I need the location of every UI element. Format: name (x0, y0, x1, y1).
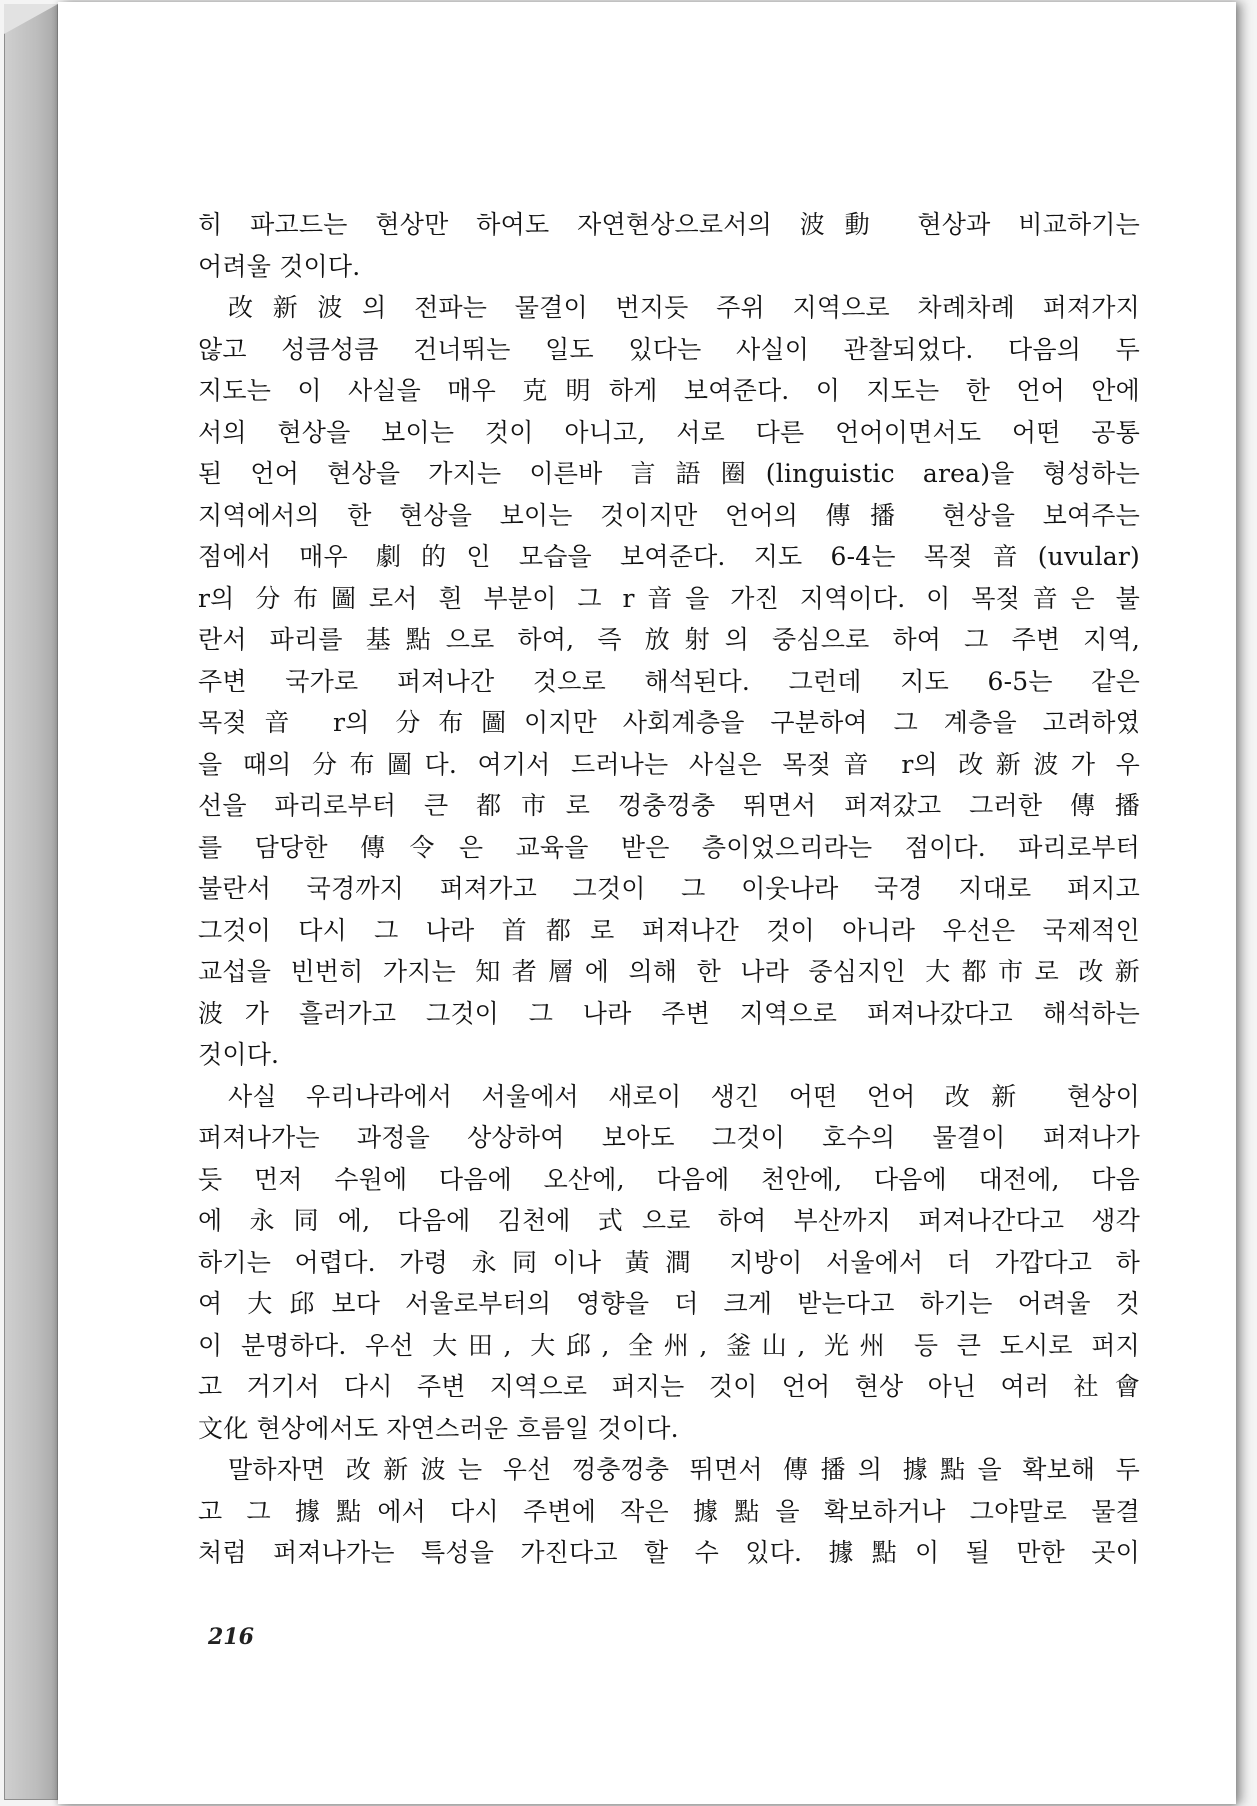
text-line: 하기는 어렵다. 가령 永同이나 黃澗 지방이 서울에서 더 가깝다고 하 (198, 1247, 1140, 1277)
text-line: 고 거기서 다시 주변 지역으로 퍼지는 것이 언어 현상 아닌 여러 社會 (198, 1372, 1140, 1401)
text-line: 점에서 매우 劇的인 모습을 보여준다. 지도 6-4는 목젖音(uvular) (198, 542, 1140, 571)
text-line: 처럼 퍼져나가는 특성을 가진다고 할 수 있다. 據點이 될 만한 곳이 (198, 1538, 1140, 1567)
text-line: 지역에서의 한 현상을 보이는 것이지만 언어의 傳播 현상을 보여주는 (198, 500, 1140, 530)
text-line: 히 파고드는 현상만 하여도 자연현상으로서의 波動 현상과 비교하기는 (198, 210, 1140, 239)
page-number: 216 (208, 1624, 254, 1650)
text-line: 목젖音 r의 分布圖이지만 사회계층을 구분하여 그 계층을 고려하였 (198, 708, 1140, 737)
text-line: 주변 국가로 퍼져나간 것으로 해석된다. 그런데 지도 6-5는 같은 (198, 666, 1140, 696)
text-line: 波가 흘러가고 그것이 그 나라 주변 지역으로 퍼져나갔다고 해석하는 (198, 998, 1140, 1028)
text-line: 이 분명하다. 우선 大田, 大邱, 全州, 釜山, 光州 등 큰 도시로 퍼지 (198, 1330, 1140, 1360)
text-line: 불란서 국경까지 퍼져가고 그것이 그 이웃나라 국경 지대로 퍼지고 (198, 874, 1140, 903)
text-line: 그것이 다시 그 나라 首都로 퍼져나간 것이 아니라 우선은 국제적인 (198, 915, 1140, 945)
text-line: 것이다. (198, 1040, 280, 1069)
text-line: 선을 파리로부터 큰 都市로 껑충껑충 뛰면서 퍼져갔고 그러한 傳播 (198, 791, 1140, 820)
book-page (58, 2, 1236, 1804)
text-line: 을 때의 分布圖다. 여기서 드러나는 사실은 목젖音 r의 改新波가 우 (198, 749, 1140, 779)
text-line: 文化 현상에서도 자연스러운 흐름일 것이다. (198, 1413, 679, 1443)
text-line: 改新波의 전파는 물결이 번지듯 주위 지역으로 차례차례 퍼져가지 (228, 293, 1140, 322)
text-line: 란서 파리를 基點으로 하여, 즉 放射의 중심으로 하여 그 주변 지역, (198, 625, 1140, 654)
text-line: 서의 현상을 보이는 것이 아니고, 서로 다른 언어이면서도 어떤 공통 (198, 417, 1140, 447)
book-spine-top (4, 4, 58, 34)
text-line: 말하자면 改新波는 우선 껑충껑충 뛰면서 傳播의 據點을 확보해 두 (228, 1455, 1140, 1484)
book-spine (4, 4, 58, 1800)
text-line: 지도는 이 사실을 매우 克明하게 보여준다. 이 지도는 한 언어 안에 (198, 376, 1140, 405)
text-line: 를 담당한 傳令은 교육을 받은 층이었으리라는 점이다. 파리로부터 (198, 832, 1140, 862)
text-line: 여 大邱보다 서울로부터의 영향을 더 크게 받는다고 하기는 어려울 것 (198, 1289, 1140, 1318)
text-line: 퍼져나가는 과정을 상상하여 보아도 그것이 호수의 물결이 퍼져나가 (198, 1123, 1140, 1152)
text-line: 된 언어 현상을 가지는 이른바 言語圈(linguistic area)을 형성하는 (198, 459, 1140, 488)
text-line: 교섭을 빈번히 가지는 知者層에 의해 한 나라 중심지인 大都市로 改新 (198, 957, 1140, 986)
body-text (198, 204, 1140, 1574)
text-line: 않고 성큼성큼 건너뛰는 일도 있다는 사실이 관찰되었다. 다음의 두 (198, 334, 1140, 364)
text-line: 사실 우리나라에서 서울에서 새로이 생긴 어떤 언어 改新 현상이 (228, 1081, 1140, 1111)
text-line: 에 永同에, 다음에 김천에 式으로 하여 부산까지 퍼져나간다고 생각 (198, 1206, 1140, 1235)
text-line: 듯 먼저 수원에 다음에 오산에, 다음에 천안에, 다음에 대전에, 다음 (198, 1164, 1140, 1194)
text-line: 고 그 據點에서 다시 주변에 작은 據點을 확보하거나 그야말로 물결 (198, 1496, 1140, 1526)
text-line: 어려울 것이다. (198, 251, 361, 281)
text-line: r의 分布圖로서 흰 부분이 그 r音을 가진 지역이다. 이 목젖音은 불 (198, 583, 1140, 613)
